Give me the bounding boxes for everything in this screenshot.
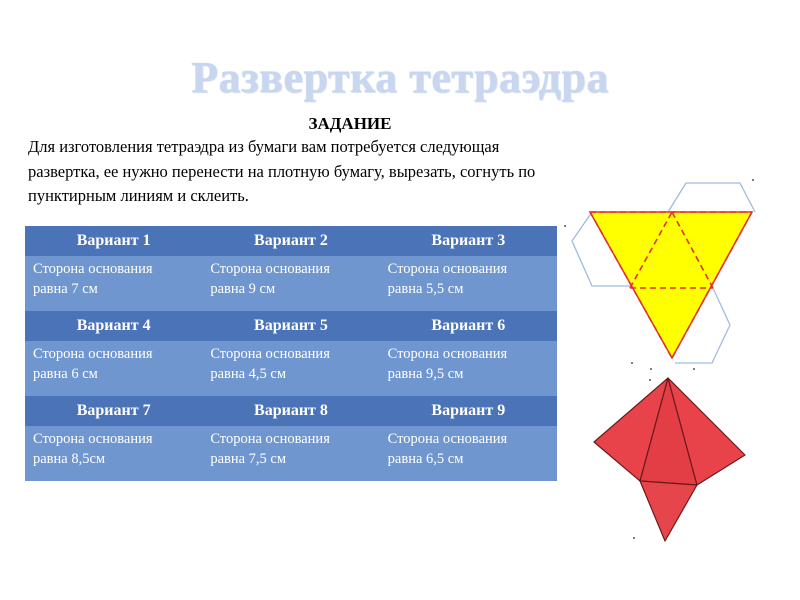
variant-description [380,341,557,396]
variant-text: Сторона основания [210,261,330,277]
variant-description [25,341,202,396]
variant-description [25,426,202,481]
variant-value: равна 5,5 см [387,281,464,297]
variant-text: Сторона основания [387,261,508,277]
variants-body-row [25,256,557,311]
variant-title: Вариант 9 [380,396,557,426]
variant-text: Сторона основания [33,431,153,447]
variant-title: Вариант 8 [202,396,379,426]
variant-title: Вариант 3 [380,226,557,256]
variants-body-row [25,426,557,481]
tetrahedron-net [590,212,752,358]
variant-text: Сторона основания [387,431,508,447]
tetrahedron-illustration [560,170,800,550]
variant-description [202,426,379,481]
variant-description [202,341,379,396]
variant-description [202,256,379,311]
variant-text: Сторона основания [33,346,153,362]
variant-title: Вариант 7 [25,396,202,426]
tetrahedron-3d [594,378,745,541]
variant-title: Вариант 2 [202,226,379,256]
variant-text: Сторона основания [387,346,508,362]
variant-description [380,426,557,481]
variant-value: равна 4,5 см [210,366,287,382]
variant-value: равна 9,5 см [387,366,464,382]
variant-value: равна 9 см [210,281,276,297]
variant-title: Вариант 4 [25,311,202,341]
variant-description [380,256,557,311]
variant-text: Сторона основания [210,431,330,447]
variants-table [25,226,557,481]
variant-text: Сторона основания [210,346,330,362]
variants-header-row [25,226,557,256]
variants-body-row [25,341,557,396]
task-heading: ЗАДАНИЕ [308,114,392,133]
task-text-line: Для изготовления тетраэдра из бумаги вам потребуется следующая [28,137,500,156]
task-text-line: пунктирным линиям и склеить. [28,186,249,205]
task-text-line: развертка, ее нужно перенести на плотную бумагу, вырезать, согнуть по [28,161,536,181]
slide-title: Развертка тетраэдра [191,53,609,102]
variant-text: Сторона основания [33,261,153,277]
variant-value: равна 6 см [33,366,98,382]
variant-value: равна 7 см [33,281,98,297]
variant-description [25,256,202,311]
variant-value: равна 6,5 см [387,451,464,467]
variants-header-row [25,311,557,341]
pyramid-face-bottom [640,481,697,541]
variant-title: Вариант 6 [380,311,557,341]
variant-title: Вариант 5 [202,311,379,341]
variant-value: равна 8,5см [33,451,106,467]
variant-value: равна 7,5 см [210,451,287,467]
variant-title: Вариант 1 [25,226,202,256]
net-face [590,212,752,358]
variants-header-row [25,396,557,426]
